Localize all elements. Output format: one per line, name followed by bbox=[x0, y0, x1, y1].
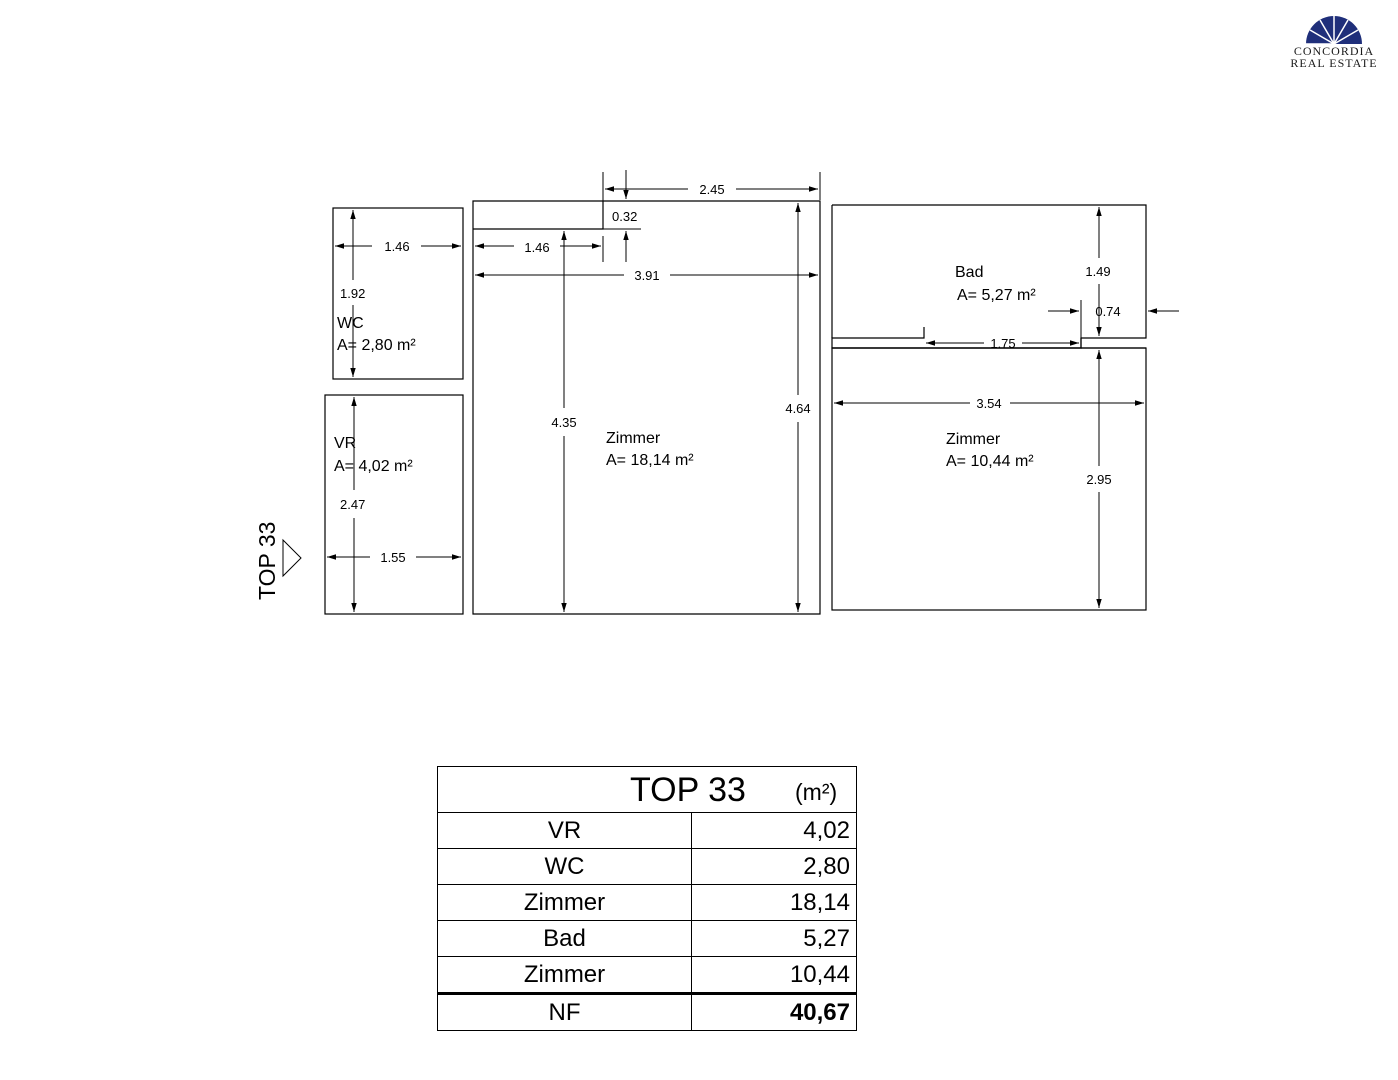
table-cell-value: 18,14 bbox=[692, 885, 857, 921]
room-zimmer2-name: Zimmer bbox=[946, 431, 1001, 448]
table-cell-value: 10,44 bbox=[692, 957, 857, 994]
table-row bbox=[438, 813, 857, 849]
table-cell-value: 5,27 bbox=[692, 921, 857, 957]
room-labels bbox=[334, 264, 1036, 475]
dim-z1-width: 3.91 bbox=[634, 268, 660, 283]
dim-vr-width: 1.55 bbox=[380, 550, 406, 565]
unit-label: TOP 33 bbox=[254, 521, 280, 600]
dim-z1-left-height: 4.35 bbox=[551, 415, 577, 430]
zimmer1-outline bbox=[473, 201, 820, 614]
area-table bbox=[437, 766, 857, 1031]
dim-wc-height: 1.92 bbox=[340, 286, 366, 301]
table-cell-value: 2,80 bbox=[692, 849, 857, 885]
area-table-title: TOP 33 bbox=[630, 771, 746, 809]
room-vr-name: VR bbox=[334, 435, 357, 452]
dim-z1-step-width: 1.46 bbox=[524, 240, 550, 255]
table-cell-name: Zimmer bbox=[438, 957, 692, 994]
dim-z1-right-height: 4.64 bbox=[785, 401, 811, 416]
table-row bbox=[438, 957, 857, 994]
dim-z2-width: 3.54 bbox=[976, 396, 1002, 411]
logo-line-2: REAL ESTATE bbox=[1290, 56, 1378, 70]
dim-bad-height: 1.49 bbox=[1085, 264, 1111, 279]
entrance-marker bbox=[254, 522, 301, 600]
dim-z1-top: 2.45 bbox=[699, 182, 725, 197]
room-bad-area: A= 5,27 m² bbox=[957, 287, 1036, 304]
dim-bad-width: 1.75 bbox=[990, 336, 1016, 351]
table-cell-name: WC bbox=[438, 849, 692, 885]
dim-vr-height: 2.47 bbox=[340, 497, 366, 512]
area-table-unit: (m²) bbox=[795, 779, 838, 805]
room-wc-name: WC bbox=[337, 315, 364, 332]
company-logo bbox=[1290, 16, 1377, 70]
table-total-row bbox=[438, 994, 857, 1031]
room-zimmer1-area: A= 18,14 m² bbox=[606, 452, 694, 469]
room-bad-name: Bad bbox=[955, 264, 984, 281]
dim-bad-gap: 0.74 bbox=[1095, 304, 1121, 319]
dim-wc-width: 1.46 bbox=[384, 239, 410, 254]
table-total-name: NF bbox=[438, 994, 692, 1031]
room-zimmer1-name: Zimmer bbox=[606, 430, 661, 447]
dimension-labels bbox=[340, 182, 1121, 565]
area-table-header bbox=[438, 767, 857, 813]
fan-logo-icon bbox=[1306, 16, 1362, 44]
room-zimmer2-area: A= 10,44 m² bbox=[946, 453, 1034, 470]
logo-line-1: CONCORDIA bbox=[1293, 44, 1375, 58]
dimension-lines bbox=[327, 170, 1179, 612]
room-walls bbox=[325, 201, 1146, 614]
table-cell-name: VR bbox=[438, 813, 692, 849]
room-wc-area: A= 2,80 m² bbox=[337, 337, 416, 354]
table-row bbox=[438, 921, 857, 957]
table-row bbox=[438, 885, 857, 921]
room-vr-area: A= 4,02 m² bbox=[334, 458, 413, 475]
zimmer1-step bbox=[473, 201, 603, 229]
dim-z2-height: 2.95 bbox=[1086, 472, 1112, 487]
table-cell-name: Bad bbox=[438, 921, 692, 957]
table-cell-value: 4,02 bbox=[692, 813, 857, 849]
dim-z1-step-height: 0.32 bbox=[612, 209, 638, 224]
entrance-arrow-icon bbox=[283, 540, 301, 576]
table-total-value: 40,67 bbox=[692, 994, 857, 1031]
table-cell-name: Zimmer bbox=[438, 885, 692, 921]
table-row bbox=[438, 849, 857, 885]
